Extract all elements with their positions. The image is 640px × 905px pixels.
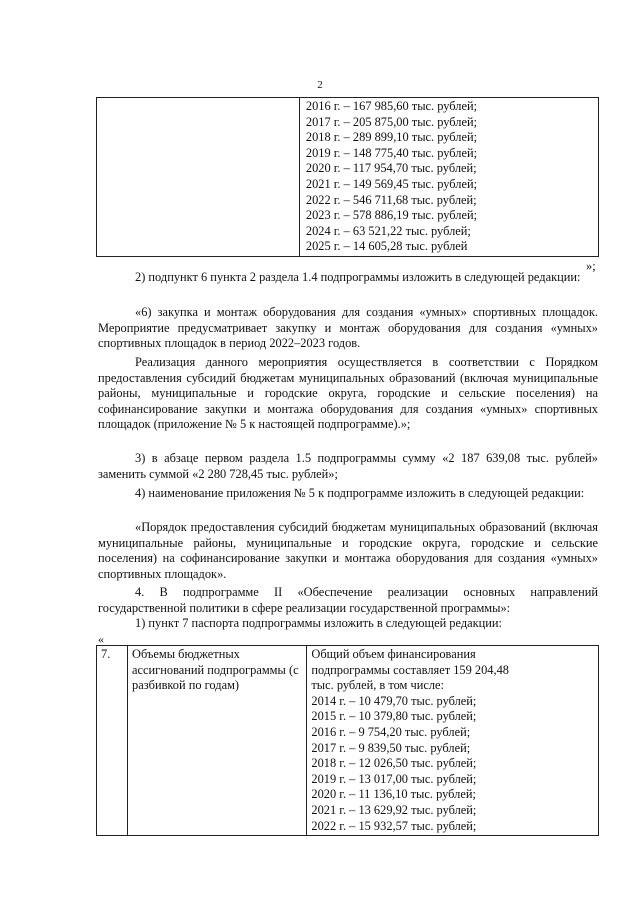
funding-table-continuation <box>96 97 599 257</box>
funding-year-line: 2022 г. – 15 932,57 тыс. рублей; <box>311 818 477 833</box>
opening-quote-mark: « <box>98 632 104 646</box>
paragraph-quote-6: «6) закупка и монтаж оборудования для создания «умных» спортивных площадок. Мероприятие предусматривает закупку и монтаж оборудования для создания «умных» спортивных площадок в период 2022–2023 годов. <box>98 305 598 351</box>
funding-year-line: 2019 г. – 13 017,00 тыс. рублей; <box>311 771 477 786</box>
funding-year-line: 2025 г. – 14 605,28 тыс. рублей <box>305 239 468 254</box>
funding-year-line: 2021 г. – 149 569,45 тыс. рублей; <box>305 176 478 191</box>
funding-year-line: 2020 г. – 11 136,10 тыс. рублей; <box>311 787 476 802</box>
paragraph-item-4: 4) наименование приложения № 5 к подпрограмме изложить в следующей редакции: <box>135 486 585 500</box>
funding-year-line: 2018 г. – 289 899,10 тыс. рублей; <box>305 130 478 145</box>
value-line: Общий объем финансирования <box>311 647 476 661</box>
paragraph-item-2: 2) подпункт 6 пункта 2 раздела 1.4 подпрограммы изложить в следующей редакции: <box>135 270 581 284</box>
table1-closing-mark: »; <box>586 259 596 273</box>
value-line: подпрограммы составляет 159 204,48 <box>311 662 509 677</box>
row-number-cell: 7. <box>97 646 128 836</box>
funding-year-line: 2015 г. – 10 379,80 тыс. рублей; <box>311 709 477 724</box>
funding-year-line: 2017 г. – 205 875,00 тыс. рублей; <box>305 114 478 129</box>
paragraph-implementation: Реализация данного мероприятия осуществляется в соответствии с Порядком предоставления субсидий бюджетам муниципальных образований (включая муниципальные районы, муниципальные и городские округа, городские и сельские поселения) на софинансирование закупки и монтажа оборудования для создания «умных» спортивных площадок (приложение № 5 к настоящей подпрограмме).»; <box>98 355 598 432</box>
paragraph-item-3: 3) в абзаце первом раздела 1.5 подпрограммы сумму «2 187 639,08 тыс. рублей» заменить суммой «2 280 728,45 тыс. рублей»; <box>98 451 598 481</box>
funding-year-line: 2018 г. – 12 026,50 тыс. рублей; <box>311 756 477 771</box>
funding-year-line: 2021 г. – 13 629,92 тыс. рублей; <box>311 802 477 817</box>
table1-funding-cell <box>299 98 598 257</box>
paragraph-section-4: 4. В подпрограмме II «Обеспечение реализации основных направлений государственной политики в сфере реализации государственной программы»: <box>98 585 598 615</box>
row-value-cell <box>307 646 599 836</box>
value-line: тыс. рублей, в том числе: <box>311 678 444 693</box>
funding-year-line: 2014 г. – 10 479,70 тыс. рублей; <box>311 693 477 708</box>
table1-empty-cell <box>97 98 300 257</box>
funding-year-line: 2023 г. – 578 886,19 тыс. рублей; <box>305 208 478 223</box>
funding-year-line: 2016 г. – 167 985,60 тыс. рублей; <box>305 99 478 113</box>
funding-year-line: 2022 г. – 546 711,68 тыс. рублей; <box>305 192 477 207</box>
funding-year-line: 2020 г. – 117 954,70 тыс. рублей; <box>305 161 477 176</box>
funding-year-line: 2019 г. – 148 775,40 тыс. рублей; <box>305 145 478 160</box>
funding-year-line: 2017 г. – 9 839,50 тыс. рублей; <box>311 740 471 755</box>
paragraph-procedure-title: «Порядок предоставления субсидий бюджетам муниципальных образований (включая муниципальные районы, муниципальные и городские округа, городские и сельские поселения) на софинансирование закупки и монтажа оборудования для создания «умных» спортивных площадок». <box>98 520 598 581</box>
paragraph-item-1: 1) пункт 7 паспорта подпрограммы изложить в следующей редакции: <box>135 616 502 630</box>
page-number: 2 <box>317 79 323 91</box>
funding-year-line: 2024 г. – 63 521,22 тыс. рублей; <box>305 223 471 238</box>
funding-year-line: 2016 г. – 9 754,20 тыс. рублей; <box>311 724 471 739</box>
row-title-cell: Объемы бюджетных ассигнований подпрограммы (с разбивкой по годам) <box>128 646 307 836</box>
passport-table <box>96 645 599 836</box>
